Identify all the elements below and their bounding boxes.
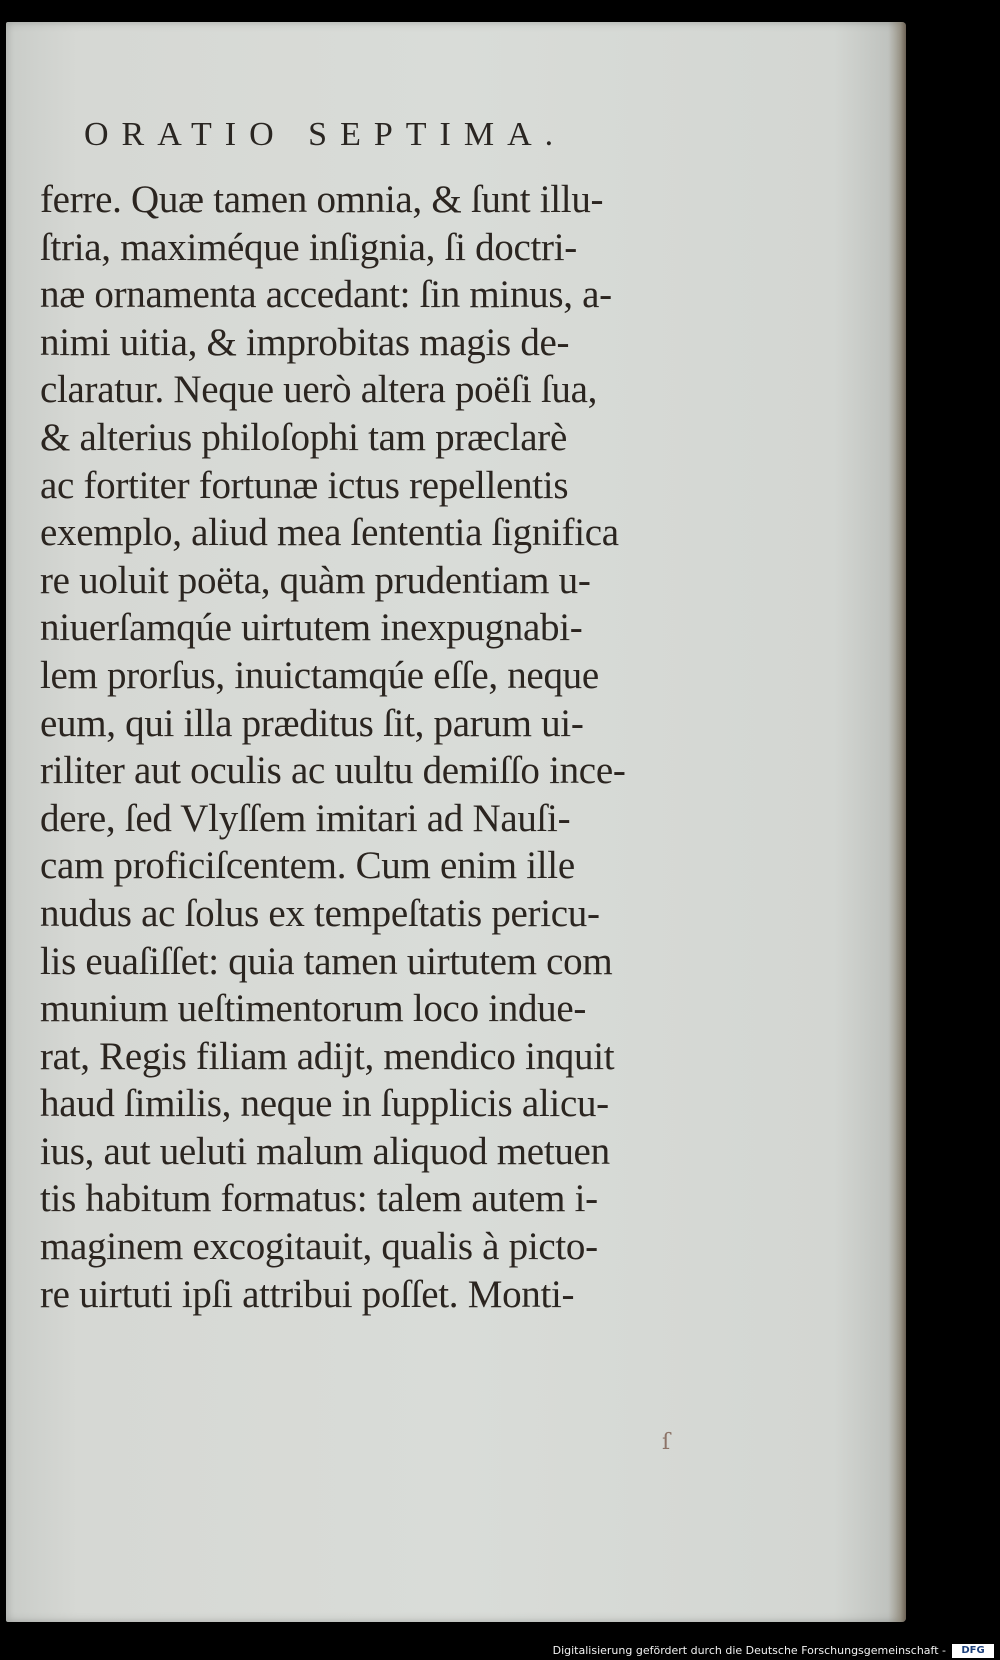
text-line: tis habitum formatus: talem autem i- [40, 1177, 598, 1221]
text-line: ac fortiter fortunæ ictus repellentis [40, 463, 569, 507]
text-line: maginem excogitauit, qualis à picto- [40, 1225, 598, 1269]
text-line: re uirtuti ipſi attribui poſſet. Monti- [40, 1272, 575, 1316]
page-edge [888, 22, 906, 1622]
text-line: næ ornamenta accedant: ſin minus, a- [40, 273, 612, 317]
text-line: ius, aut ueluti malum aliquod metuen [40, 1129, 610, 1173]
text-line: re uoluit poëta, quàm prudentiam u- [40, 558, 591, 602]
text-line: claratur. Neque uerò altera poëſi ſua, [40, 368, 598, 412]
text-line: riliter aut oculis ac uultu demiſſo ince- [40, 749, 626, 793]
text-line: lis euaſiſſet: quia tamen uirtutem com [40, 939, 613, 983]
text-line: niuerſamqúe uirtutem inexpugnabi- [40, 606, 583, 650]
text-line: haud ſimilis, neque in ſupplicis alicu- [40, 1082, 609, 1126]
text-line: ſtria, maximéque inſignia, ſi doctri- [40, 225, 577, 269]
dfg-logo: DFG [952, 1644, 994, 1658]
text-line: cam proficiſcentem. Cum enim ille [40, 844, 575, 888]
text-line: dere, ſed Vlyſſem imitari ad Nauſi- [40, 796, 571, 840]
text-line: munium ueſtimentorum loco indue- [40, 987, 587, 1031]
text-line: nudus ac ſolus ex tempeſtatis pericu- [40, 891, 600, 935]
text-line: nimi uitia, & improbitas magis de- [40, 320, 570, 364]
text-line: eum, qui illa præditus ſit, parum ui- [40, 701, 584, 745]
ink-stain: ſ [662, 1430, 671, 1455]
text-block [40, 176, 720, 1318]
text-line: rat, Regis filiam adijt, mendico inquit [40, 1034, 615, 1078]
running-head: ORATIO SEPTIMA. [84, 116, 567, 153]
footer-credit: Digitalisierung gefördert durch die Deutsche Forschungsgemeinschaft - [552, 1644, 946, 1657]
text-line: lem prorſus, inuictamqúe eſſe, neque [40, 653, 599, 697]
book-page [6, 22, 906, 1622]
text-line: ferre. Quæ tamen omnia, & ſunt illu- [40, 178, 604, 221]
text-line: exemplo, aliud mea ſententia ſignifica [40, 511, 619, 555]
text-line: & alterius philoſophi tam præclarè [40, 415, 568, 459]
